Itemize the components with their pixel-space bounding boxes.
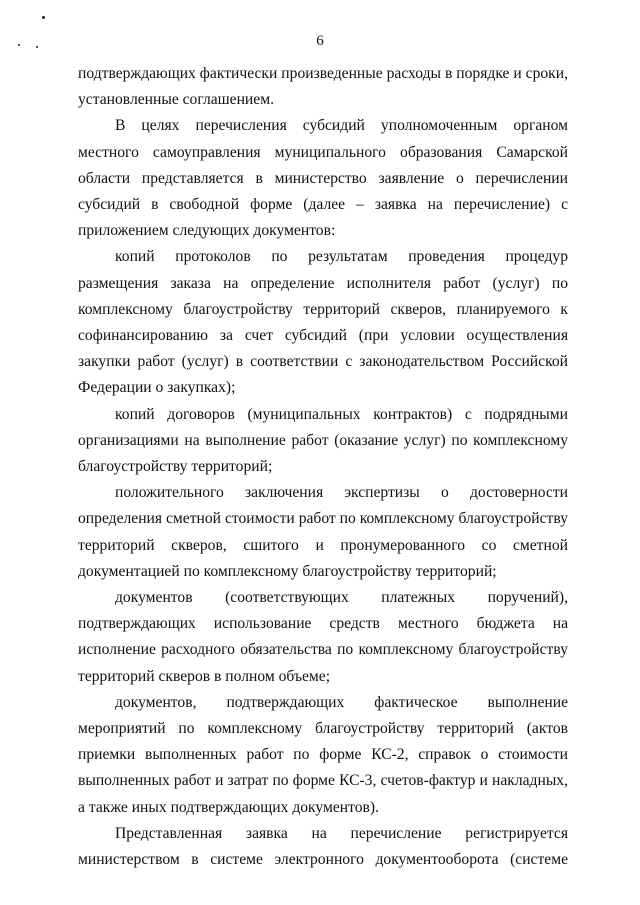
paragraph-continuation: подтверждающих фактически произведенные расходы в порядке и сроки, установленные соглашением. [78,65,568,109]
paragraph-completion-documents: документов, подтверждающих фактическое выполнение мероприятий по комплексному благоустройству территорий (актов приемки выполненных работ по форме КС-2, справок о стоимости выполненных работ и затрат по форме КС-3, счетов-фактур и накладных, а также иных подтверждающих документов). [78,693,568,816]
paragraph-expertise-conclusion: положительного заключения экспертизы о достоверности определения сметной стоимости работ по комплексному благоустройству территорий скверов, сшитого и пронумерованного со сметной документацией по комплексному благоустройству территорий; [78,484,568,580]
paragraph-protocol-copies: копий протоколов по результатам проведения процедур размещения заказа на определение исполнителя работ (услуг) по комплексному благоустройству территорий скверов, планируемого к софинансированию за счет субсидий (при условии осуществления закупки работ (услуг) в соответствии с законодательством Российской Федерации о закупках); [78,248,568,397]
paragraph-subsidy-request: В целях перечисления субсидий уполномоченным органом местного самоуправления муниципального образования Самарской области представляется в министерство заявление о перечислении субсидий в свободной форме (далее – заявка на перечисление) с приложением следующих документов: [78,117,568,240]
paragraph-contract-copies: копий договоров (муниципальных контрактов) с подрядными организациями на выполнение работ (оказание услуг) по комплексному благоустройству территорий; [78,405,568,476]
document-body [78,61,568,873]
page-number: 6 [316,33,324,49]
paragraph-payment-documents: документов (соответствующих платежных поручений), подтверждающих использование средств местного бюджета на исполнение расходного обязательства по комплексному благоустройству территорий скверов в полном объеме; [78,589,568,685]
paragraph-registration: Представленная заявка на перечисление регистрируется министерством в системе электронного документооборота (системе [78,824,568,869]
scan-speck [42,16,45,19]
